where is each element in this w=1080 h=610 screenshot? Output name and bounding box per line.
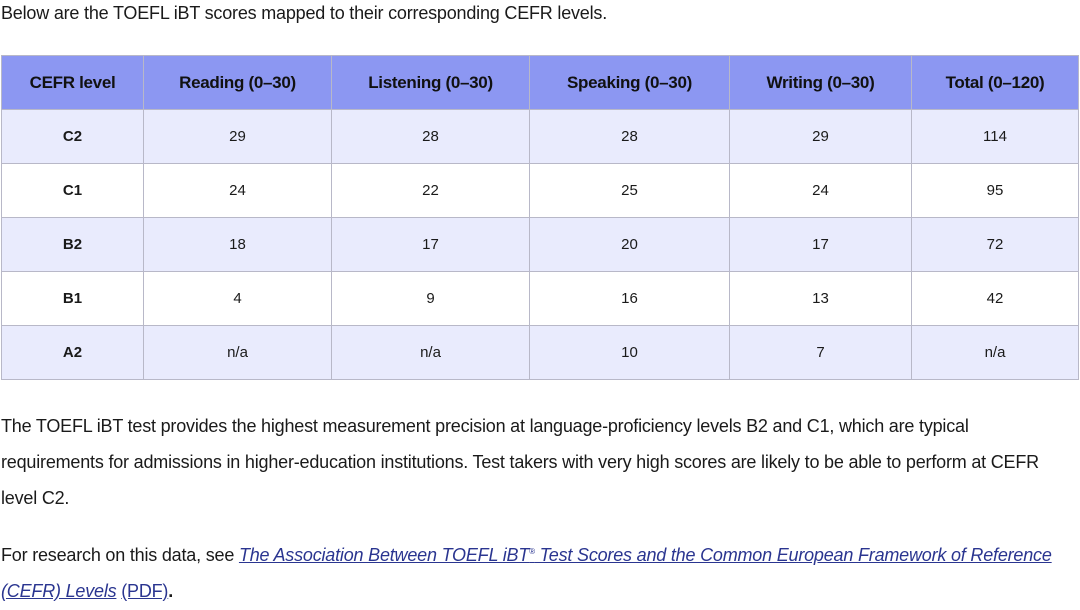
writing-cell: 7 [730, 326, 912, 380]
registered-mark: ® [529, 547, 535, 556]
total-cell: 95 [912, 164, 1079, 218]
intro-text: Below are the TOEFL iBT scores mapped to their corresponding CEFR levels. [1, 3, 608, 23]
listening-cell: 17 [332, 218, 530, 272]
speaking-cell: 28 [530, 110, 730, 164]
table-header-row [2, 56, 1079, 110]
table-row [2, 218, 1079, 272]
reading-cell: 18 [144, 218, 332, 272]
header-writing: Writing (0–30) [730, 56, 912, 110]
cefr-level-cell: C2 [2, 110, 144, 164]
listening-cell: 22 [332, 164, 530, 218]
header-reading: Reading (0–30) [144, 56, 332, 110]
header-listening: Listening (0–30) [332, 56, 530, 110]
header-speaking: Speaking (0–30) [530, 56, 730, 110]
speaking-cell: 10 [530, 326, 730, 380]
cefr-level-cell: C1 [2, 164, 144, 218]
reading-cell: 29 [144, 110, 332, 164]
total-cell: 42 [912, 272, 1079, 326]
research-link-title-part1: The Association Between TOEFL iBT [238, 545, 530, 565]
speaking-cell: 16 [530, 272, 730, 326]
cefr-level-cell: B2 [2, 218, 144, 272]
table-row [2, 272, 1079, 326]
reading-cell: 4 [144, 272, 332, 326]
reading-cell: 24 [144, 164, 332, 218]
table-row [2, 110, 1079, 164]
listening-cell: n/a [332, 326, 530, 380]
research-prefix: For research on this data, see [1, 545, 239, 565]
header-total: Total (0–120) [912, 56, 1079, 110]
writing-cell: 13 [730, 272, 912, 326]
listening-cell: 28 [332, 110, 530, 164]
header-cefr-level: CEFR level [2, 56, 144, 110]
precision-paragraph: The TOEFL iBT test provides the highest measurement precision at language-proficiency levels B2 and C1, which are typical requirements for admissions in higher-education institutions. Test takers with very high scores are likely to be able to perform at CEFR level C2. [1, 416, 1039, 508]
table-row [2, 164, 1079, 218]
listening-cell: 9 [332, 272, 530, 326]
research-paragraph [1, 537, 1076, 609]
total-cell: 114 [912, 110, 1079, 164]
research-suffix: . [168, 581, 174, 601]
total-cell: n/a [912, 326, 1079, 380]
scores-table [1, 55, 1079, 380]
table-row [2, 326, 1079, 380]
total-cell: 72 [912, 218, 1079, 272]
research-link-title-part2: Test Scores and the Common European Framework of Reference (CEFR) Levels [1, 545, 1052, 601]
cefr-level-cell: A2 [2, 326, 144, 380]
writing-cell: 29 [730, 110, 912, 164]
writing-cell: 24 [730, 164, 912, 218]
reading-cell: n/a [144, 326, 332, 380]
speaking-cell: 25 [530, 164, 730, 218]
writing-cell: 17 [730, 218, 912, 272]
cefr-level-cell: B1 [2, 272, 144, 326]
speaking-cell: 20 [530, 218, 730, 272]
pdf-link[interactable]: (PDF) [121, 581, 169, 601]
